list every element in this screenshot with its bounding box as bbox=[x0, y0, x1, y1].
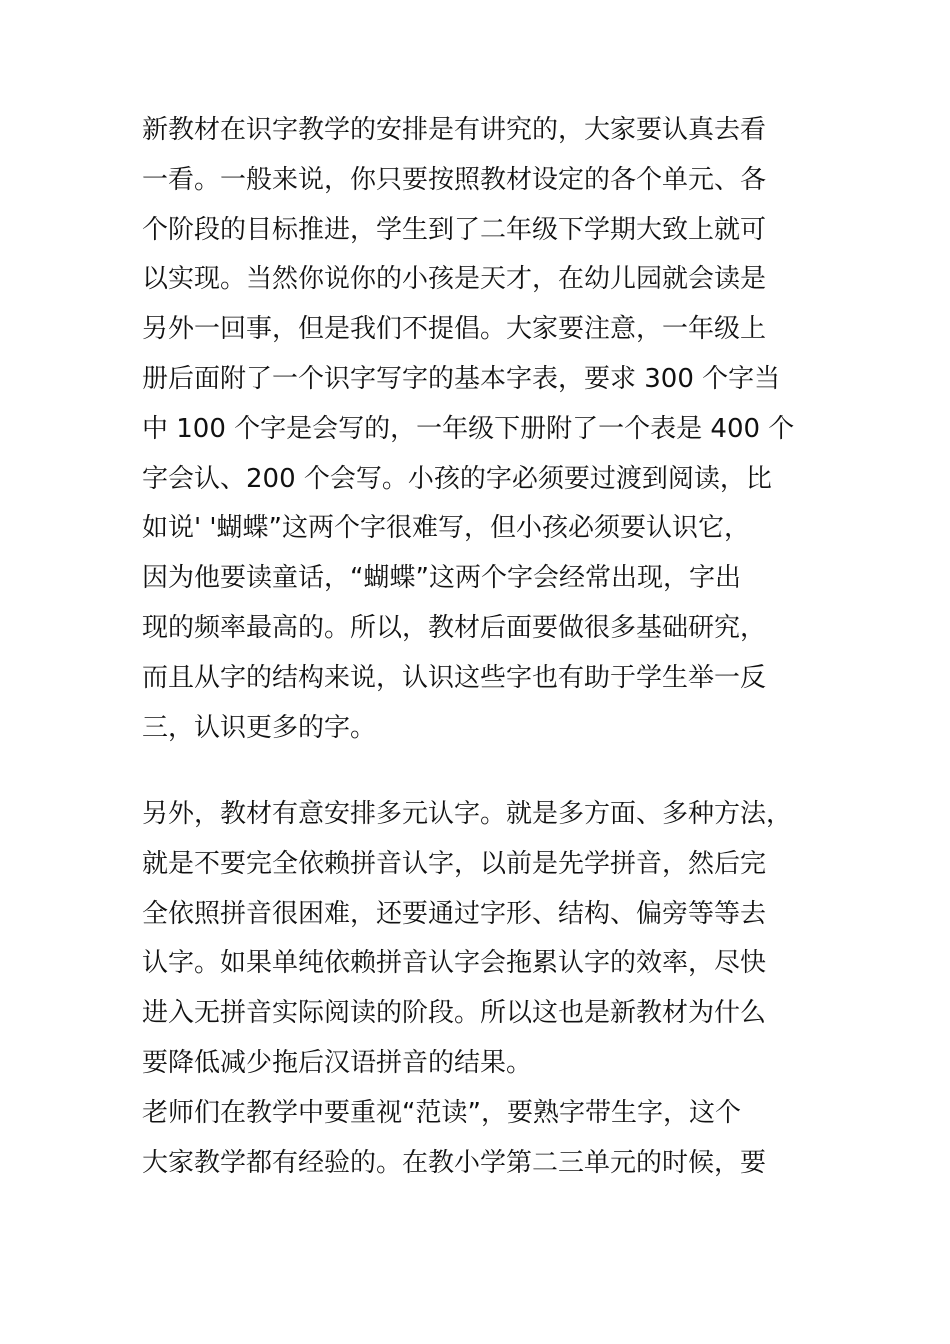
text-line: 中 100 个字是会写的，一年级下册附了一个表是 400 个 bbox=[142, 413, 795, 444]
text-line: 而且从字的结构来说，认识这些字也有助于学生举一反 bbox=[142, 662, 767, 693]
text-line: 认字。如果单纯依赖拼音认字会拖累认字的效率，尽快 bbox=[142, 948, 767, 979]
paragraph-2 bbox=[142, 790, 822, 1188]
text-line: 进入无拼音实际阅读的阶段。所以这也是新教材为什么 bbox=[142, 998, 767, 1029]
text-line: 字会认、200 个会写。小孩的字必须要过渡到阅读，比 bbox=[142, 463, 772, 494]
text-line: 要降低减少拖后汉语拼音的结果。 bbox=[142, 1047, 533, 1078]
text-line: 因为他要读童话，“蝴蝶”这两个字会经常出现，字出 bbox=[142, 563, 741, 594]
text-line: 三，认识更多的字。 bbox=[142, 712, 377, 743]
text-line: 一看。一般来说，你只要按照教材设定的各个单元、各 bbox=[142, 164, 767, 195]
text-line: 另外一回事，但是我们不提倡。大家要注意，一年级上 bbox=[142, 314, 767, 345]
text-line: 现的频率最高的。所以，教材后面要做很多基础研究， bbox=[142, 612, 767, 643]
text-line: 另外，教材有意安排多元认字。就是多方面、多种方法， bbox=[142, 799, 793, 829]
text-line: 个阶段的目标推进，学生到了二年级下学期大致上就可 bbox=[142, 214, 767, 245]
text-line: 就是不要完全依赖拼音认字，以前是先学拼音，然后完 bbox=[142, 848, 767, 879]
text-line: 大家教学都有经验的。在教小学第二三单元的时候，要 bbox=[142, 1147, 767, 1178]
paragraph-1 bbox=[142, 106, 822, 753]
text-line: 老师们在教学中要重视“范读”，要熟字带生字，这个 bbox=[142, 1097, 741, 1128]
text-line: 册后面附了一个识字写字的基本字表，要求 300 个字当 bbox=[142, 363, 781, 394]
text-line: 以实现。当然你说你的小孩是天才，在幼儿园就会读是 bbox=[142, 264, 767, 295]
text-line: 新教材在识字教学的安排是有讲究的，大家要认真去看 bbox=[142, 115, 767, 145]
text-line: 如说' '蝴蝶”这两个字很难写，但小孩必须要认识它， bbox=[142, 513, 751, 544]
text-line: 全依照拼音很困难，还要通过字形、结构、偏旁等等去 bbox=[142, 898, 767, 929]
